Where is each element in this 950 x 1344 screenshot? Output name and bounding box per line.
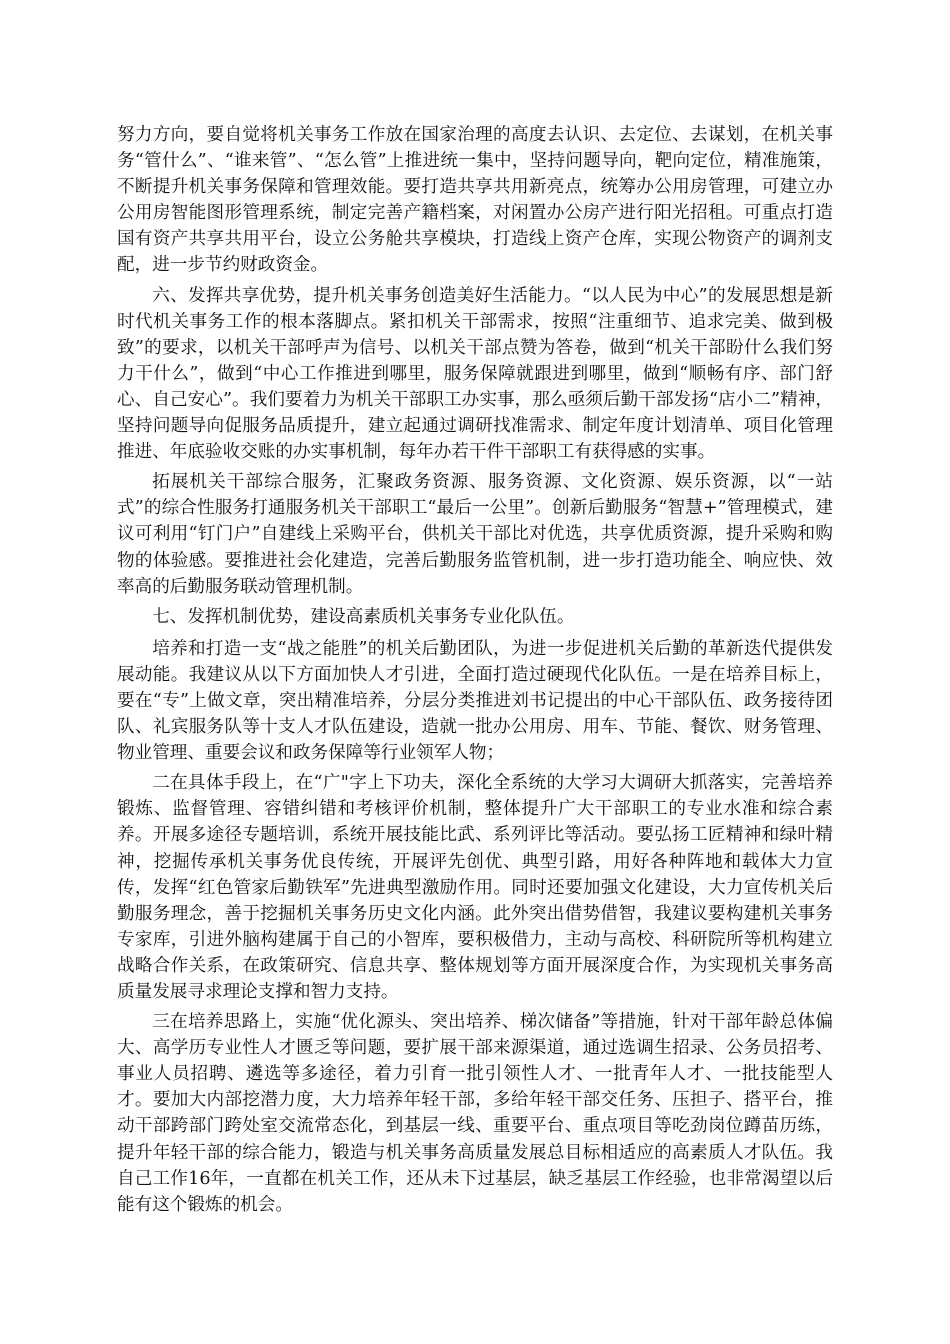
paragraph-continued: 努力方向，要自觉将机关事务工作放在国家治理的高度去认识、去定位、去谋划，在机关事务“管什么”、“谁来管”、“怎么管”上推进统一集中，坚持问题导向，靶向定位，精准施策，不断提升机关事务保障和管理效能。要打造共享共用新亮点，统筹办公用房管理，可建立办公用房智能图形管理系统，制定完善产籍档案，对闲置办公房产进行阳光招租。可重点打造国有资产共享共用平台，设立公务舱共享模块，打造线上资产仓库，实现公物资产的调剂支配，进一步节约财政资金。 bbox=[117, 125, 833, 276]
paragraph-team-building: 培养和打造一支“战之能胜”的机关后勤团队，为进一步促进机关后勤的革新迭代提供发展动能。我建议从以下方面加快人才引进，全面打造过硬现代化队伍。一是在培养目标上，要在“专”上做文章，突出精准培养，分层分类推进刘书记提出的中心干部队伍、政务接待团队、礼宾服务队等十支人才队伍建设，造就一批办公用房、用车、节能、餐饮、财务管理、物业管理、重要会议和政务保障等行业领军人物； bbox=[117, 638, 833, 764]
section-heading-seven: 七、发挥机制优势，建设高素质机关事务专业化队伍。 bbox=[152, 606, 575, 627]
document-page bbox=[117, 122, 833, 1222]
paragraph-specific-means: 二在具体手段上，在“广"字上下功夫，深化全系统的大学习大调研大抓落实，完善培养锻炼、监督管理、容错纠错和考核评价机制，整体提升广大干部职工的专业水准和综合素养。开展多途径专题培训，系统开展技能比武、系列评比等活动。要弘扬工匠精神和绿叶精神，挖掘传承机关事务优良传统，开展评先创优、典型引路，用好各种阵地和载体大力宣传，发挥“红色管家后勤铁军”先进典型激励作用。同时还要加强文化建设，大力宣传机关后勤服务理念，善于挖掘机关事务历史文化内涵。此外突出借势借智，我建议要构建机关事务专家库，引进外脑构建属于自己的小智库，要积极借力，主动与高校、科研院所等机构建立战略合作关系，在政策研究、信息共享、整体规划等方面开展深度合作，为实现机关事务高质量发展寻求理论支撑和智力支持。 bbox=[117, 773, 833, 1002]
paragraph-training-approach: 三在培养思路上，实施“优化源头、突出培养、梯次储备”等措施，针对干部年龄总体偏大、高学历专业性人才匮乏等问题，要扩展干部来源渠道，通过选调生招录、公务员招考、事业人员招聘、遴选等多途径，着力引育一批引领性人才、一批青年人才、一批技能型人才。要加大内部挖潜力度，大力培养年轻干部，多给年轻干部交任务、压担子、搭平台，推动干部跨部门跨处室交流常态化，到基层一线、重要平台、重点项目等吃劲岗位蹲苗历练，提升年轻干部的综合能力，锻造与机关事务高质量发展总目标相适应的高素质人才队伍。我自己工作16年，一直都在机关工作，还从未下过基层，缺乏基层工作经验，也非常渴望以后能有这个锻炼的机会。 bbox=[117, 1012, 833, 1215]
paragraph-section-six: 六、发挥共享优势，提升机关事务创造美好生活能力。“以人民为中心”的发展思想是新时代机关事务工作的根本落脚点。紧扣机关干部需求，按照“注重细节、追求完美、做到极致”的要求，以机关干部呼声为信号、以机关干部点赞为答卷，做到“机关干部盼什么我们努力干什么”，做到“中心工作推进到哪里，服务保障就跟进到哪里，做到“顺畅有序、部门舒心、自己安心”。我们要着力为机关干部职工办实事，那么亟须后勤干部发扬“店小二”精神，坚持问题导向促服务品质提升，建立起通过调研找准需求、制定年度计划清单、项目化管理推进、年底验收交账的办实事机制，每年办若干件干部职工有获得感的实事。 bbox=[117, 285, 833, 463]
paragraph-comprehensive-service: 拓展机关干部综合服务，汇聚政务资源、服务资源、文化资源、娱乐资源，以“一站式”的综合性服务打通服务机关干部职工“最后一公里”。创新后勤服务“智慧+”管理模式，建议可利用“钉门户”自建线上采购平台，供机关干部比对优选，共享优质资源，提升采购和购物的体验感。要推进社会化建造，完善后勤服务监管机制，进一步打造功能全、响应快、效率高的后勤服务联动管理机制。 bbox=[117, 472, 833, 597]
